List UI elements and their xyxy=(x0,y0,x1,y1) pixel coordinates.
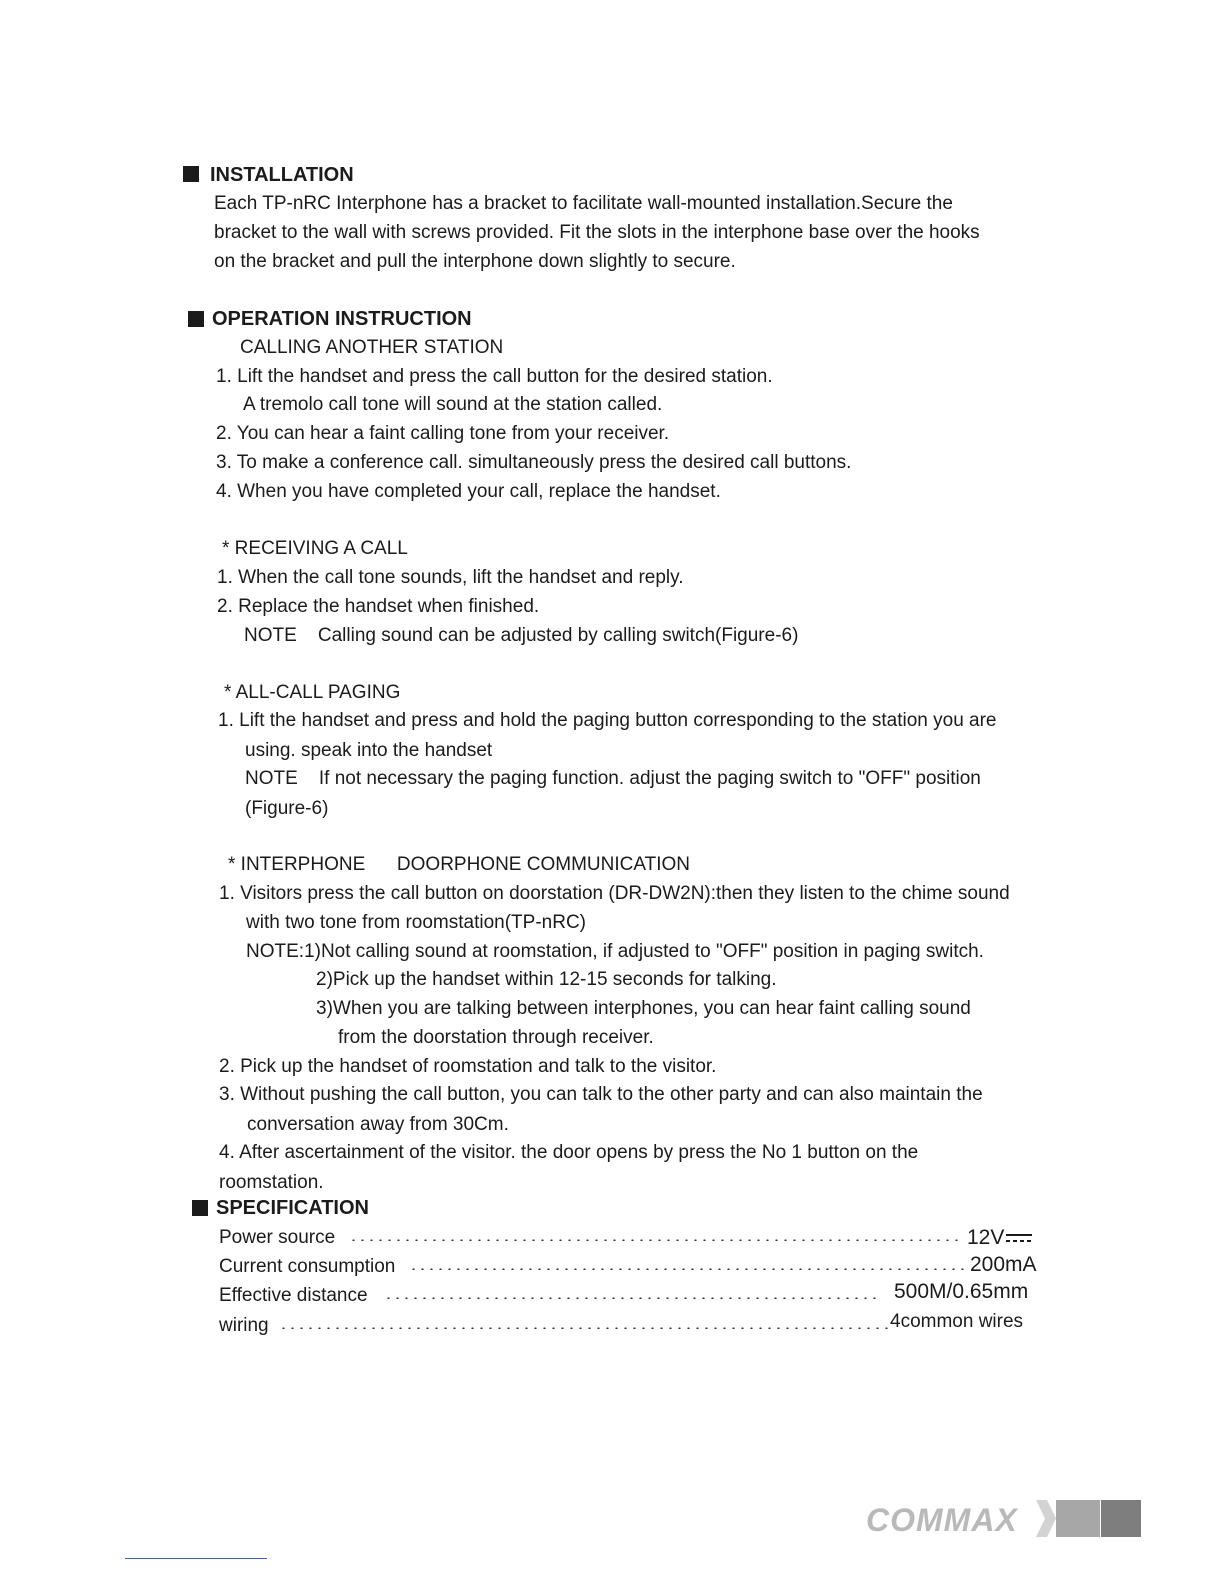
leader-dots xyxy=(279,1327,889,1329)
footer-rule xyxy=(125,1558,267,1559)
section-bullet-operation xyxy=(188,311,204,327)
receiving-subtitle: * RECEIVING A CALL xyxy=(222,538,408,559)
installation-line: on the bracket and pull the interphone down slightly to secure. xyxy=(214,251,736,272)
spec-value: 12V xyxy=(967,1227,1032,1249)
dc-symbol-icon xyxy=(1006,1232,1032,1244)
paging-note: NOTE If not necessary the paging function. adjust the paging switch to "OFF" position xyxy=(245,768,981,789)
interphone-line: with two tone from roomstation(TP-nRC) xyxy=(246,912,586,933)
calling-line: 2. You can hear a faint calling tone from your receiver. xyxy=(216,423,670,444)
calling-subtitle: CALLING ANOTHER STATION xyxy=(240,337,504,358)
spec-value: 500M/0.65mm xyxy=(894,1280,1029,1303)
calling-line: A tremolo call tone will sound at the station called. xyxy=(243,394,663,415)
operation-heading: OPERATION INSTRUCTION xyxy=(212,308,472,330)
spec-row-distance xyxy=(219,1280,1049,1309)
commax-logo: COMMAX xyxy=(866,1502,1018,1538)
specification-heading: SPECIFICATION xyxy=(216,1197,369,1219)
spec-label: wiring xyxy=(219,1315,269,1336)
section-bullet-specification xyxy=(192,1200,208,1216)
paging-subtitle: * ALL-CALL PAGING xyxy=(224,682,401,703)
logo-bar-dark xyxy=(1101,1500,1141,1537)
calling-line: 4. When you have completed your call, replace the handset. xyxy=(216,481,721,502)
section-bullet-installation xyxy=(183,166,199,182)
leader-dots xyxy=(349,1239,959,1241)
installation-heading: INSTALLATION xyxy=(210,164,354,186)
paging-line: (Figure-6) xyxy=(245,798,329,819)
interphone-line: conversation away from 30Cm. xyxy=(247,1114,509,1135)
interphone-note: 2)Pick up the handset within 12-15 seconds for talking. xyxy=(316,969,777,990)
receiving-note: NOTE Calling sound can be adjusted by calling switch(Figure-6) xyxy=(244,625,799,646)
receiving-line: 2. Replace the handset when finished. xyxy=(217,596,540,617)
spec-label: Effective distance xyxy=(219,1285,368,1306)
paging-line: using. speak into the handset xyxy=(245,740,493,761)
installation-line: bracket to the wall with screws provided. Fit the slots in the interphone base over the hooks xyxy=(214,222,980,243)
leader-dots xyxy=(409,1268,965,1270)
logo-bar-light xyxy=(1056,1500,1100,1537)
installation-line: Each TP-nRC Interphone has a bracket to facilitate wall-mounted installation.Secure the xyxy=(214,193,953,214)
interphone-line: 3. Without pushing the call button, you can talk to the other party and can also maintain the xyxy=(219,1084,983,1105)
spec-row-wiring xyxy=(219,1311,1049,1339)
interphone-line: 1. Visitors press the call button on doorstation (DR-DW2N):then they listen to the chime sound xyxy=(219,883,1010,904)
interphone-line: 2. Pick up the handset of roomstation and talk to the visitor. xyxy=(219,1056,717,1077)
interphone-note: from the doorstation through receiver. xyxy=(338,1027,654,1048)
interphone-subtitle: * INTERPHONE DOORPHONE COMMUNICATION xyxy=(228,854,691,875)
spec-label: Current consumption xyxy=(219,1256,396,1277)
spec-value: 200mA xyxy=(970,1253,1037,1276)
logo-chevron-icon xyxy=(1036,1500,1056,1537)
spec-row-power xyxy=(219,1227,1039,1251)
interphone-note: NOTE:1)Not calling sound at roomstation, if adjusted to "OFF" position in paging switch. xyxy=(246,941,984,962)
receiving-line: 1. When the call tone sounds, lift the handset and reply. xyxy=(217,567,684,588)
leader-dots xyxy=(384,1297,880,1299)
interphone-note: 3)When you are talking between interphones, you can hear faint calling sound xyxy=(316,998,971,1019)
spec-label: Power source xyxy=(219,1227,336,1248)
interphone-line: 4. After ascertainment of the visitor. the door opens by press the No 1 button on the xyxy=(219,1142,919,1163)
spec-value: 4common wires xyxy=(890,1311,1024,1332)
spec-row-current xyxy=(219,1253,1049,1280)
calling-line: 1. Lift the handset and press the call button for the desired station. xyxy=(216,366,773,387)
paging-line: 1. Lift the handset and press and hold the paging button corresponding to the station you are xyxy=(218,710,997,731)
calling-line: 3. To make a conference call. simultaneously press the desired call buttons. xyxy=(216,452,852,473)
interphone-line: roomstation. xyxy=(219,1172,324,1193)
